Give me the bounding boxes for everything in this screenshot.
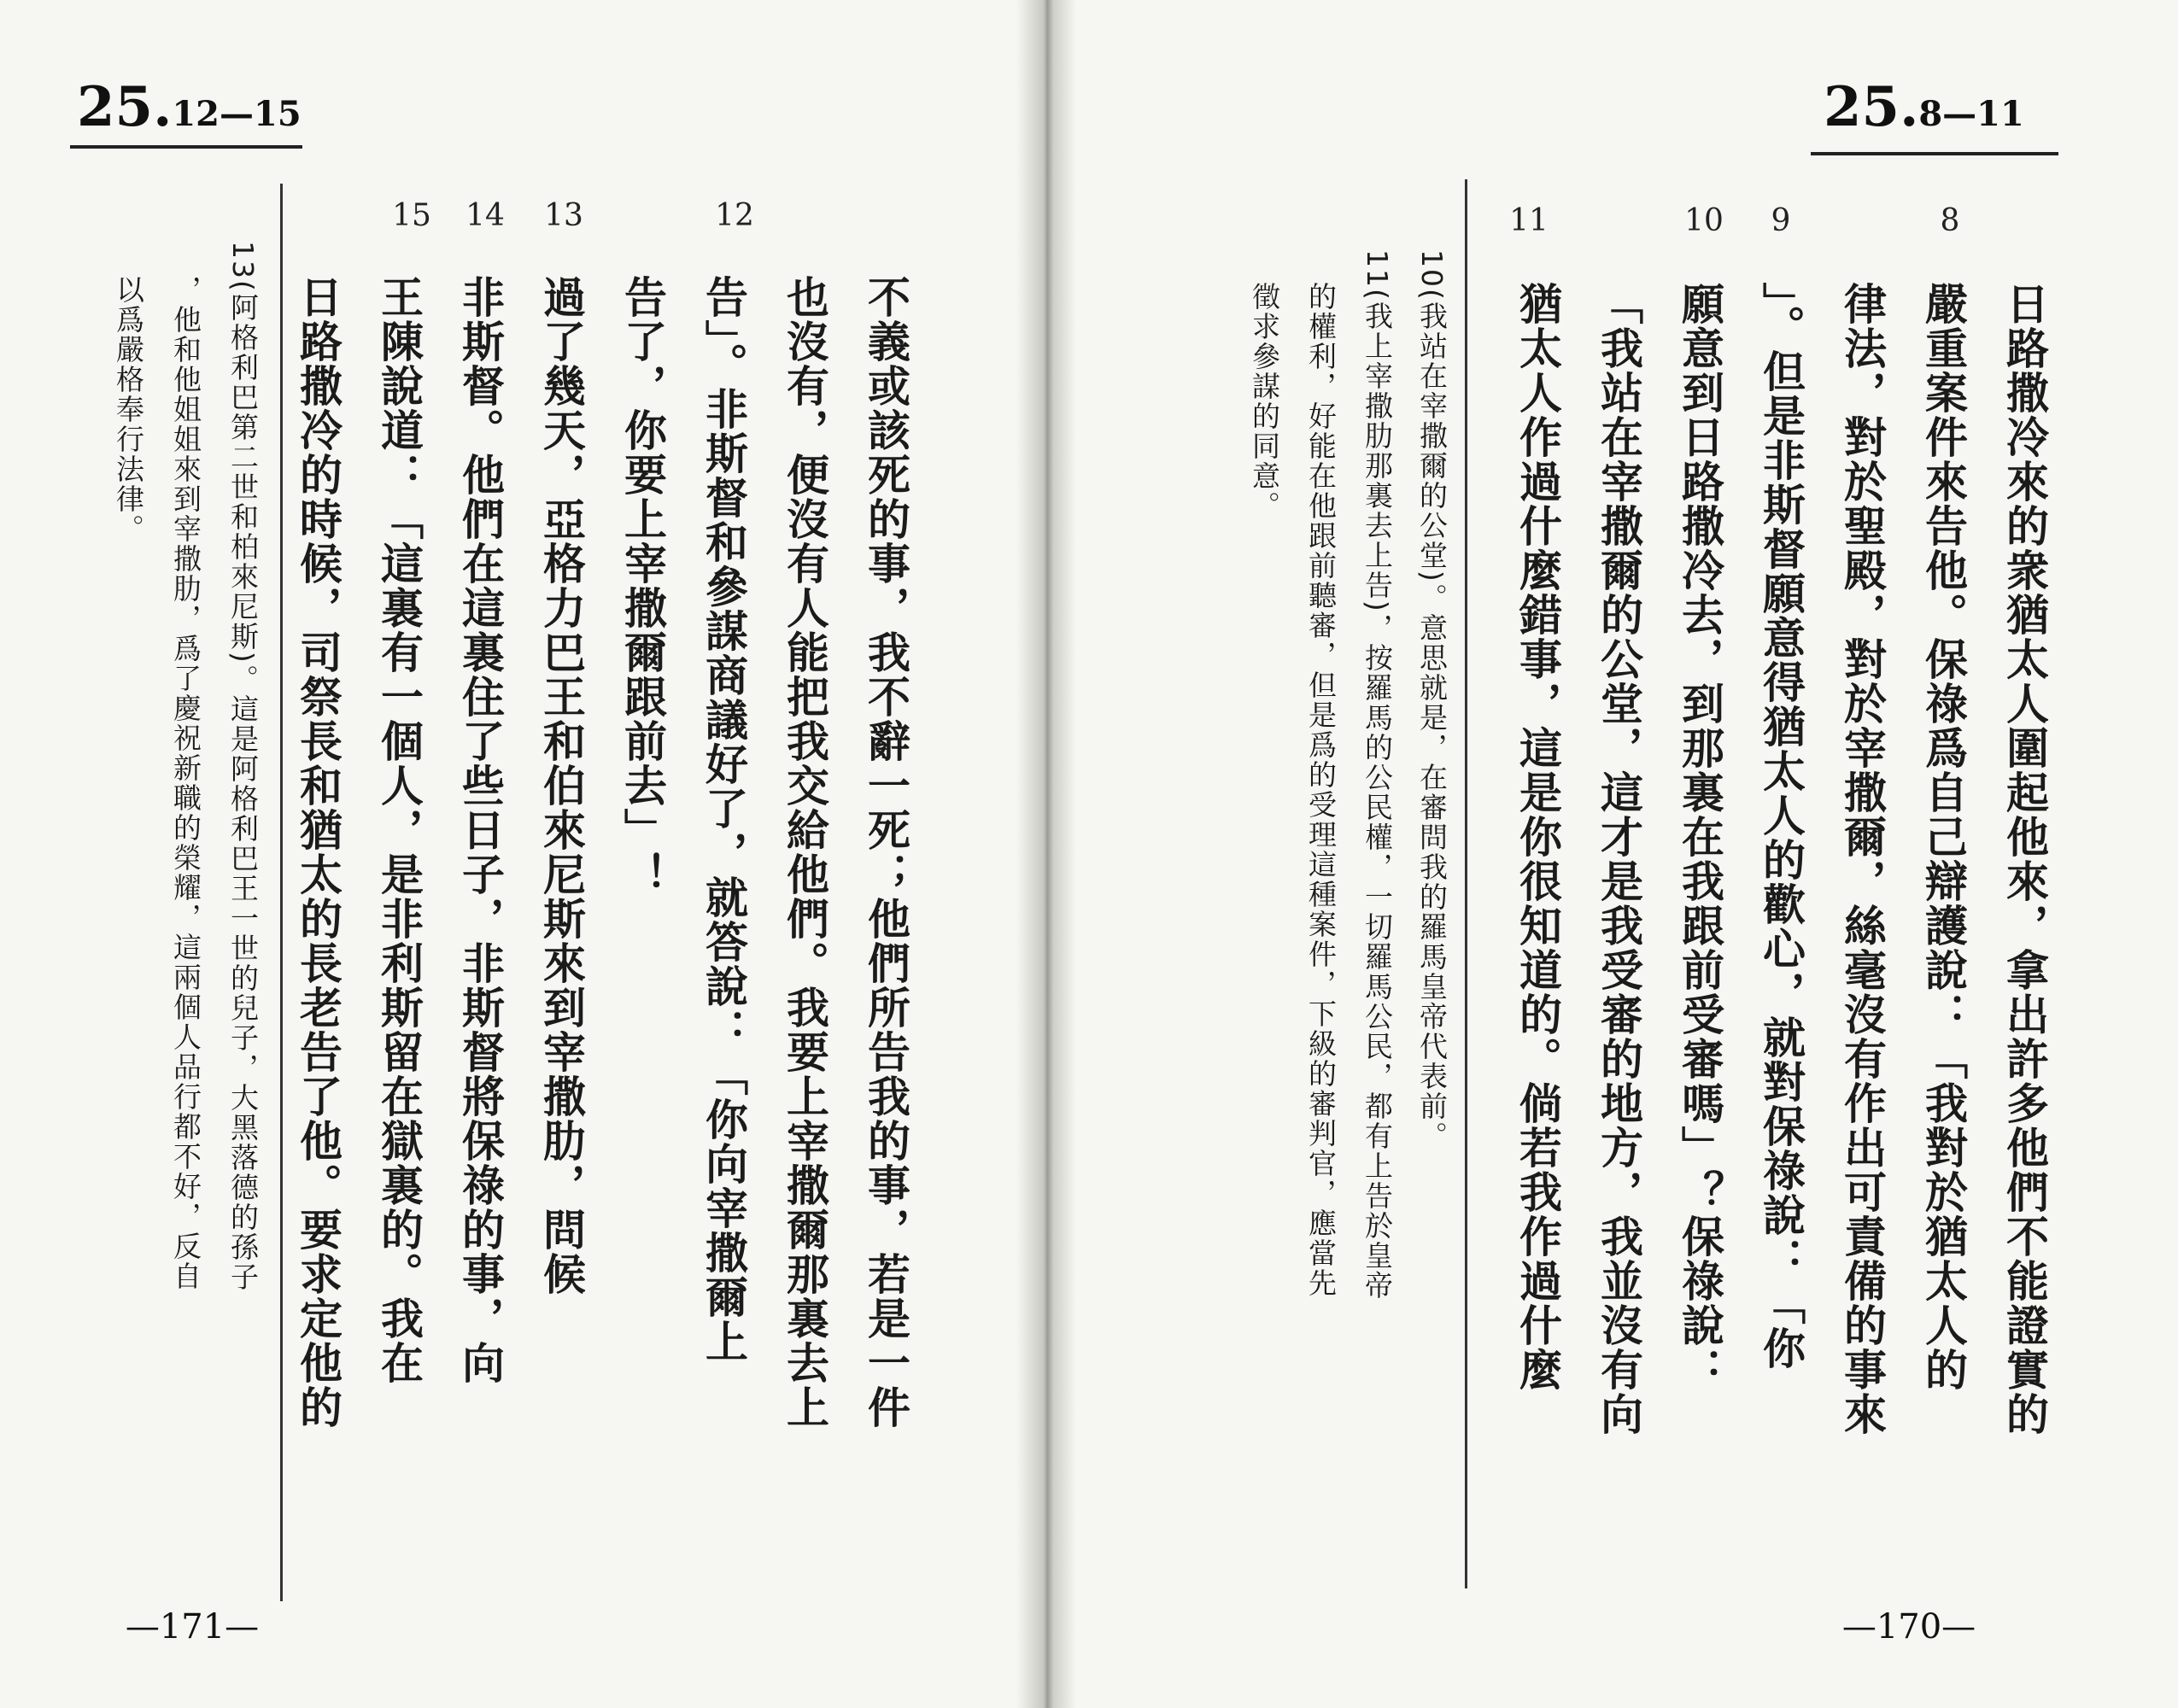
- running-head-left: [77, 75, 302, 139]
- footnote-column: 10(我站在宰撒爾的公堂)。意思就是，在審問我的羅馬皇帝代表前。: [1415, 249, 1449, 1151]
- text-column: 嚴重案件來告他。保祿爲自己辯護說：「我對於猶太人的: [1918, 282, 1968, 1392]
- verse-number: 13: [544, 198, 583, 233]
- chapter-number: 25.: [77, 75, 173, 139]
- verse-number: 10: [1684, 203, 1724, 238]
- footnote-column: 以爲嚴格奉行法律。: [112, 275, 145, 544]
- text-column: 律法，對於聖殿，對於宰撒爾，絲毫沒有作出可責備的事來: [1837, 282, 1887, 1436]
- text-column: 過了幾天，亞格力巴王和伯來尼斯來到宰撒肋，問候: [536, 275, 586, 1296]
- text-column: 猶太人作過什麼錯事，這是你很知道的。倘若我作過什麼: [1513, 282, 1562, 1392]
- running-head-rule: [70, 145, 302, 149]
- verse-number: 11: [1509, 203, 1549, 238]
- footnote-column: 的權利，好能在他跟前聽審，但是爲的受理這種案件，下級的審判官，應當先: [1304, 282, 1338, 1298]
- text-column: 王陳說道：「這裏有一個人，是非利斯留在獄裏的。我在: [374, 275, 424, 1385]
- running-head-right: [1824, 75, 2024, 139]
- text-column: 「我站在宰撒爾的公堂，這才是我受審的地方，我並沒有向: [1594, 282, 1643, 1436]
- text-column: 」。但是非斯督願意得猶太人的歡心，就對保祿說：「你: [1756, 282, 1806, 1371]
- column-divider: [1465, 179, 1467, 1588]
- text-column: 日路撒冷的時候，司祭長和猶太的長老告了他。要求定他的: [293, 275, 343, 1430]
- page-170: [1046, 0, 2178, 1708]
- footnote-column: ，他和他姐姐來到宰撒肋，爲了慶祝新職的榮耀，這兩個人品行都不好，反自: [169, 275, 202, 1291]
- verse-range: 12—15: [172, 94, 302, 134]
- verse-number: 12: [715, 198, 754, 233]
- footnote-column: 11(我上宰撒肋那裏去上告)，按羅馬的公民權，一切羅馬公民，都有上告於皇帝: [1361, 249, 1394, 1301]
- text-column: 不義或該死的事，我不辭一死；他們所告我的事，若是一件: [861, 275, 910, 1430]
- verse-number: 15: [392, 198, 431, 233]
- footnote-column: 徵求參謀的同意。: [1248, 282, 1281, 521]
- column-divider: [280, 184, 283, 1601]
- verse-number: 9: [1771, 203, 1791, 238]
- text-column: 告了，你要上宰撒爾跟前去」！: [618, 275, 667, 897]
- text-column: 願意到日路撒冷去，到那裏在我跟前受審嗎」？保祿說：: [1675, 282, 1724, 1392]
- footnote-column: 13(阿格利巴第二世和柏來尼斯)。這是阿格利巴王一世的兒子，大黑落德的孫子: [226, 241, 260, 1292]
- text-column: 告」。非斯督和參謀商議好了，就答說：「你向宰撒爾上: [699, 275, 748, 1364]
- text-column: 也沒有，便沒有人能把我交給他們。我要上宰撒爾那裏去上: [780, 275, 829, 1430]
- verse-number: 8: [1940, 203, 1960, 238]
- book-gutter: [1016, 0, 1076, 1708]
- verse-range: 8—11: [1918, 94, 2024, 134]
- text-column: 非斯督。他們在這裏住了些日子，非斯督將保祿的事，向: [455, 275, 505, 1385]
- chapter-number: 25.: [1824, 75, 1919, 139]
- page-folio: —170—: [1841, 1607, 1976, 1647]
- page-folio: —171—: [125, 1607, 260, 1647]
- running-head-rule: [1811, 152, 2058, 155]
- text-column: 日路撒冷來的衆猶太人圍起他來，拿出許多他們不能證實的: [1999, 282, 2049, 1436]
- page-171: [0, 0, 1046, 1708]
- verse-number: 14: [465, 198, 505, 233]
